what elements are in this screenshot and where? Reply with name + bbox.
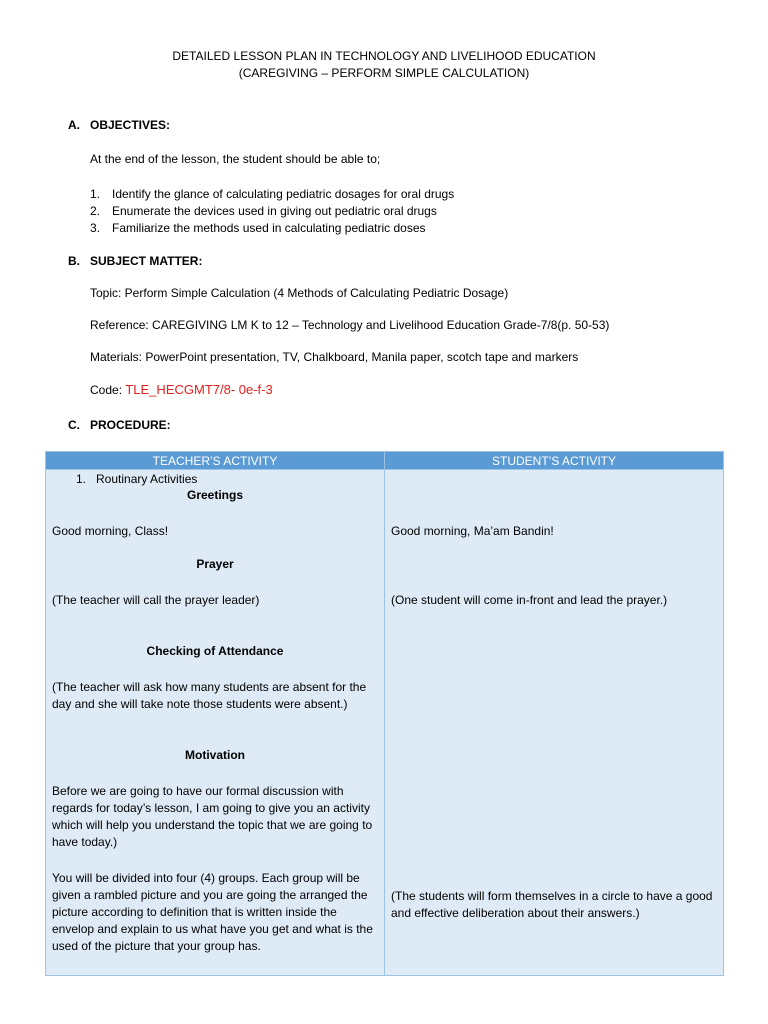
code-value: TLE_HECGMT7/8- 0e-f-3 [125, 382, 273, 397]
topic-line: Topic: Perform Simple Calculation (4 Methods of Calculating Pediatric Dosage) [90, 286, 509, 300]
objectives-heading [68, 118, 170, 132]
objectives-intro: At the end of the lesson, the student should be able to; [90, 152, 381, 166]
teacher-activity-cell [46, 470, 385, 976]
student-prayer: (One student will come in-front and lead the prayer.) [391, 593, 668, 607]
teacher-prayer: (The teacher will call the prayer leader) [52, 593, 260, 607]
teacher-motivation-1: Before we are going to have our formal discussion with regards for today’s lesson, I am going to give you an activity which will help you understand the topic that we are going to have today.) [52, 784, 373, 849]
prayer-heading: Prayer [196, 557, 234, 571]
student-motivation: (The students will form themselves in a circle to have a good and effective deliberation about their answers.) [391, 889, 713, 920]
reference-line: Reference: CAREGIVING LM K to 12 – Technology and Livelihood Education Grade-7/8(p. 50-53) [90, 318, 610, 332]
code-line [90, 382, 273, 397]
greetings-heading: Greetings [186, 488, 243, 502]
procedure-letter: C. [68, 418, 80, 432]
subject-matter-heading [68, 254, 202, 268]
objective-item: 1. Identify the glance of calculating pediatric dosages for oral drugs [90, 187, 455, 201]
procedure-title: PROCEDURE: [90, 418, 171, 432]
document-title [0, 48, 768, 82]
procedure-heading [68, 418, 171, 432]
table-header-row [46, 452, 724, 470]
title-line-2: (CAREGIVING – PERFORM SIMPLE CALCULATION) [238, 66, 530, 80]
teacher-greetings: Good morning, Class! [52, 524, 169, 538]
procedure-table [45, 451, 724, 976]
student-greetings: Good morning, Ma’am Bandin! [391, 524, 554, 538]
student-activity-header: STUDENT’S ACTIVITY [385, 452, 724, 470]
materials-line: Materials: PowerPoint presentation, TV, Chalkboard, Manila paper, scotch tape and markers [90, 350, 579, 364]
table-row [46, 470, 724, 976]
objective-item: 2. Enumerate the devices used in giving out pediatric oral drugs [90, 204, 437, 218]
teacher-attendance: (The teacher will ask how many students are absent for the day and she will take note those students were absent.) [52, 680, 367, 711]
subject-matter-letter: B. [68, 254, 80, 268]
motivation-heading: Motivation [185, 748, 245, 762]
objectives-title: OBJECTIVES: [90, 118, 171, 132]
title-line-1: DETAILED LESSON PLAN IN TECHNOLOGY AND LIVELIHOOD EDUCATION [172, 49, 596, 63]
objective-item: 3. Familiarize the methods used in calculating pediatric doses [90, 221, 426, 235]
routine-heading: 1. Routinary Activities [76, 472, 198, 486]
student-activity-cell [385, 470, 724, 976]
subject-matter-title: SUBJECT MATTER: [90, 254, 203, 268]
teacher-activity-header: TEACHER’S ACTIVITY [46, 452, 385, 470]
code-label: Code: [90, 383, 126, 397]
attendance-heading: Checking of Attendance [146, 644, 284, 658]
objectives-list [90, 186, 454, 237]
teacher-motivation-2: You will be divided into four (4) groups. Each group will be given a rambled picture and you are going the arranged the picture according to definition that is written inside the envelop and explain to us what have you get and what is the used of the picture that your group has. [52, 871, 373, 953]
objectives-letter: A. [68, 118, 80, 132]
